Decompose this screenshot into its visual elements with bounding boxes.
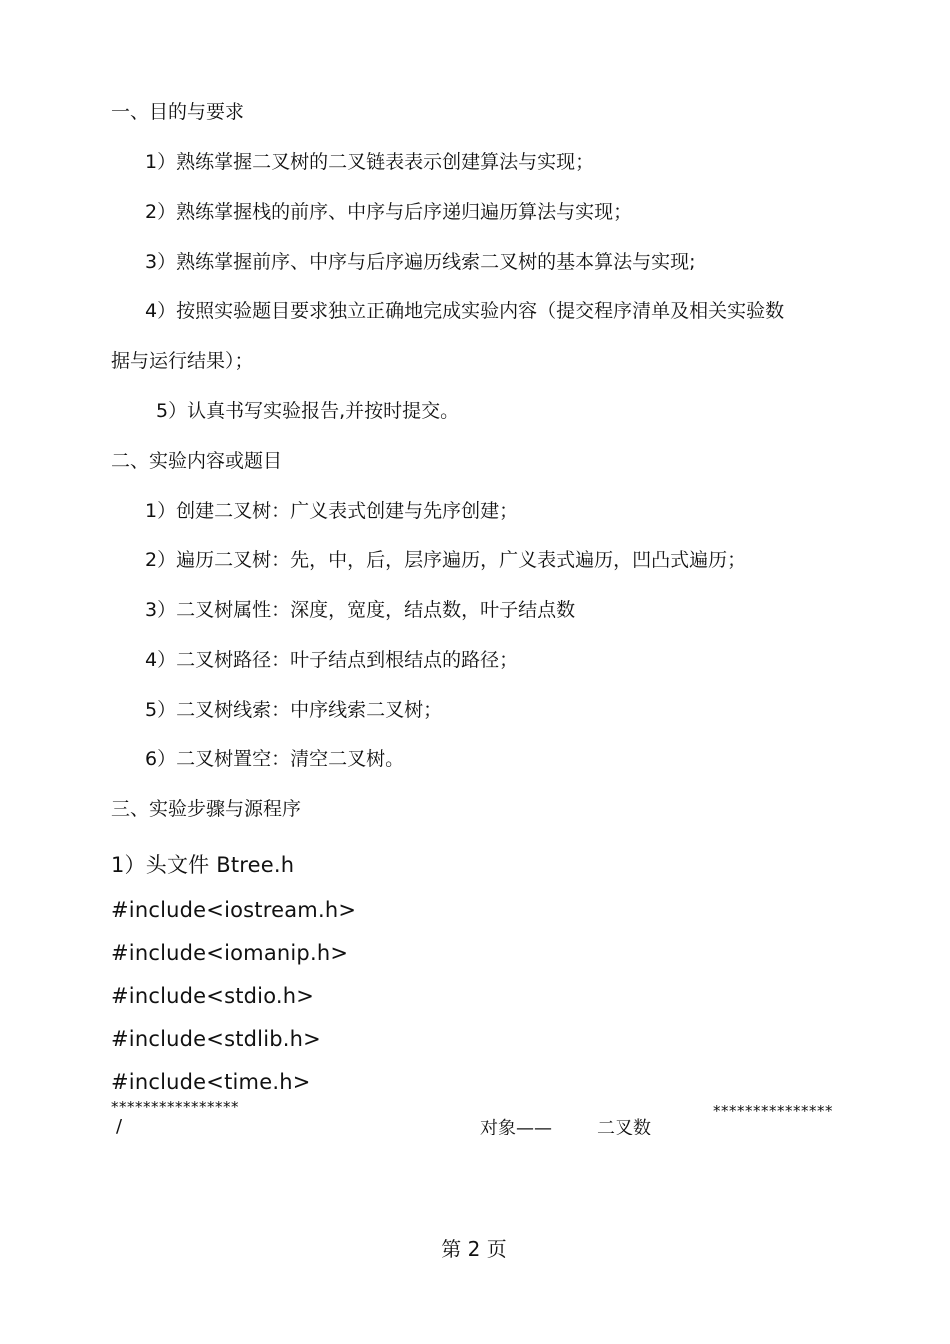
page-number: 第 2 页 — [441, 1237, 507, 1261]
list-item: 1）熟练掌握二叉树的二叉链表表示创建算法与实现； — [145, 151, 595, 173]
list-item: 5）二叉树线索：中序线索二叉树； — [145, 699, 443, 721]
list-item: 5）认真书写实验报告,并按时提交。 — [156, 400, 460, 422]
code-line: #include<iomanip.h> — [111, 941, 349, 965]
subheading-header-file: 1）头文件 Btree.h — [111, 853, 295, 877]
code-line: #include<iostream.h> — [111, 898, 357, 922]
code-line: #include<stdio.h> — [111, 984, 315, 1008]
list-item: 4）按照实验题目要求独立正确地完成实验内容（提交程序清单及相关实验数 — [145, 300, 785, 322]
code-line: #include<time.h> — [111, 1070, 311, 1094]
section-heading-1: 一、目的与要求 — [111, 101, 245, 123]
comment-slash: / — [116, 1116, 123, 1135]
list-item: 4）二叉树路径：叶子结点到根结点的路径； — [145, 649, 519, 671]
code-line: #include<stdlib.h> — [111, 1027, 321, 1051]
list-item: 1）创建二叉树：广义表式创建与先序创建； — [145, 500, 519, 522]
comment-tree-label: 二叉数 — [597, 1118, 651, 1135]
section-heading-3: 三、实验步骤与源程序 — [111, 798, 302, 820]
list-item-continuation: 据与运行结果）； — [111, 350, 254, 372]
list-item: 3）二叉树属性：深度，宽度，结点数，叶子结点数 — [145, 599, 576, 621]
list-item: 3）熟练掌握前序、中序与后序遍历线索二叉树的基本算法与实现; — [145, 251, 696, 273]
comment-stars-right: *************** — [713, 1102, 833, 1120]
comment-object-label: 对象—— — [480, 1118, 552, 1135]
comment-stars-left: **************** — [111, 1098, 239, 1116]
comment-clipped-row — [0, 1115, 950, 1135]
section-heading-2: 二、实验内容或题目 — [111, 450, 283, 472]
list-item: 2）熟练掌握栈的前序、中序与后序递归遍历算法与实现； — [145, 201, 633, 223]
list-item: 6）二叉树置空：清空二叉树。 — [145, 748, 405, 770]
list-item: 2）遍历二叉树：先，中，后，层序遍历，广义表式遍历，凹凸式遍历； — [145, 549, 747, 571]
